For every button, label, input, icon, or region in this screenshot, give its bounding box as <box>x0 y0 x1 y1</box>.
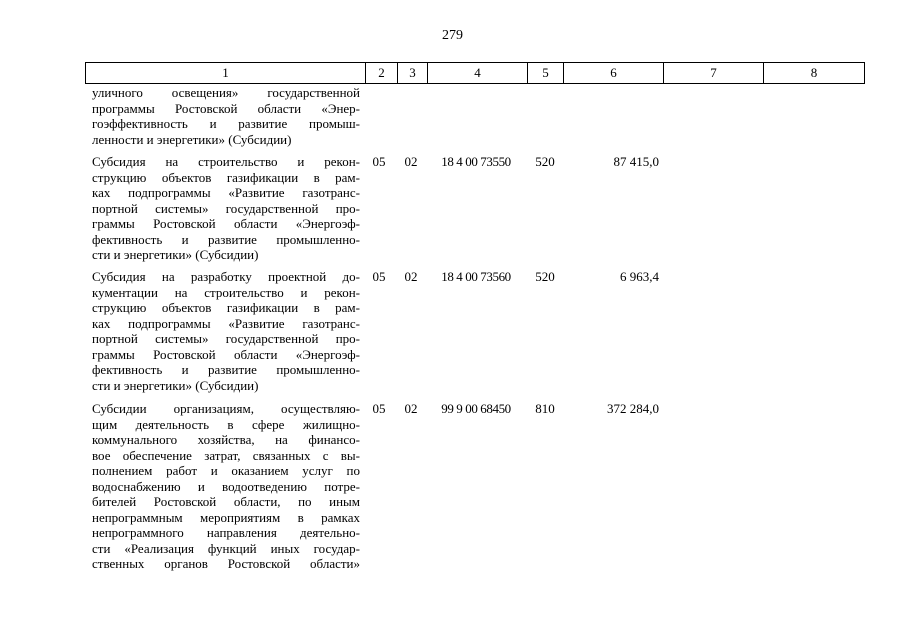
row-text-line: вое обеспечение затрат, связанных с вы- <box>92 447 360 463</box>
row-amount: 6 963,4 <box>620 269 659 284</box>
row-text-line: программы Ростовской области «Энер- <box>92 100 360 116</box>
header-col-4: 4 <box>428 63 528 83</box>
row-text-line: уличного освещения» государственной <box>92 85 360 100</box>
table-row-text <box>92 401 360 572</box>
table-row-text <box>92 269 360 393</box>
row-section-code: 05 <box>372 401 386 416</box>
row-target-code: 18 4 00 73560 <box>441 269 511 284</box>
row-text-line: ках подпрограммы «Развитие газотранс- <box>92 315 360 331</box>
row-text-line: сти и энергетики» (Субсидии) <box>92 377 259 393</box>
row-amount: 87 415,0 <box>613 154 659 169</box>
row-text-line: щим деятельность в сфере жилищно- <box>92 416 360 432</box>
row-text-line: кументации на строительство и рекон- <box>92 284 360 300</box>
row-text-line: граммы Ростовской области «Энергоэф- <box>92 346 360 362</box>
row-section-code: 05 <box>372 154 386 169</box>
row-subsection-code: 02 <box>404 154 418 169</box>
header-col-1: 1 <box>86 63 366 83</box>
row-text-line: ственных органов Ростовской области» <box>92 556 360 571</box>
row-text-line: фективность и развитие промышленно- <box>92 231 360 247</box>
row-subsection-code: 02 <box>404 401 418 416</box>
row-text-line: граммы Ростовской области «Энергоэф- <box>92 216 360 231</box>
row-subsection-code: 02 <box>404 269 418 284</box>
row-target-code: 99 9 00 68450 <box>441 401 511 416</box>
row-expense-type: 520 <box>535 269 555 284</box>
page-number: 279 <box>442 28 463 43</box>
row-text-line: Субсидия на строительство и рекон- <box>92 154 360 169</box>
header-col-8: 8 <box>810 65 818 80</box>
row-text-line: коммунального хозяйства, на финансо- <box>92 432 360 447</box>
header-col-2: 2 <box>366 63 398 83</box>
row-text-line: непрограммного направления деятельно- <box>92 525 360 540</box>
header-col-5: 5 <box>528 63 564 83</box>
row-text-line: водоснабжению и водоотведению потре- <box>92 478 360 494</box>
row-text-line: Субсидия на разработку проектной до- <box>92 269 360 284</box>
row-expense-type: 520 <box>535 154 555 169</box>
row-text-line: непрограммным мероприятиям в рамках <box>92 509 360 525</box>
row-text-line: ках подпрограммы «Развитие газотранс- <box>92 185 360 200</box>
row-text-line: ленности и энергетики» (Субсидии) <box>92 131 292 147</box>
row-expense-type: 810 <box>535 401 555 416</box>
row-text-line: гоэффективность и развитие промыш- <box>92 116 360 131</box>
row-text-line: фективность и развитие промышленно- <box>92 362 360 377</box>
row-text-line: портной системы» государственной про- <box>92 331 360 346</box>
row-target-code: 18 4 00 73550 <box>441 154 511 169</box>
row-text-line: струкцию объектов газификации в рам- <box>92 300 360 315</box>
header-col-7: 7 <box>664 63 764 83</box>
row-text-line: струкцию объектов газификации в рам- <box>92 169 360 185</box>
row-amount: 372 284,0 <box>607 401 659 416</box>
header-col-6: 6 <box>564 63 664 83</box>
row-text-line: бителей Ростовской области, по иным <box>92 494 360 509</box>
row-text-line: полнением работ и оказанием услуг по <box>92 463 360 478</box>
row-text-line: портной системы» государственной про- <box>92 200 360 216</box>
row-text-line: сти «Реализация функций иных государ- <box>92 540 360 556</box>
header-col-3: 3 <box>398 63 428 83</box>
row-text-line: Субсидии организациям, осуществляю- <box>92 401 360 416</box>
table-header <box>85 62 865 84</box>
row-text-line: сти и энергетики» (Субсидии) <box>92 247 259 262</box>
table-row-text <box>92 154 360 263</box>
row-section-code: 05 <box>372 269 386 284</box>
table-row-text <box>92 85 360 147</box>
